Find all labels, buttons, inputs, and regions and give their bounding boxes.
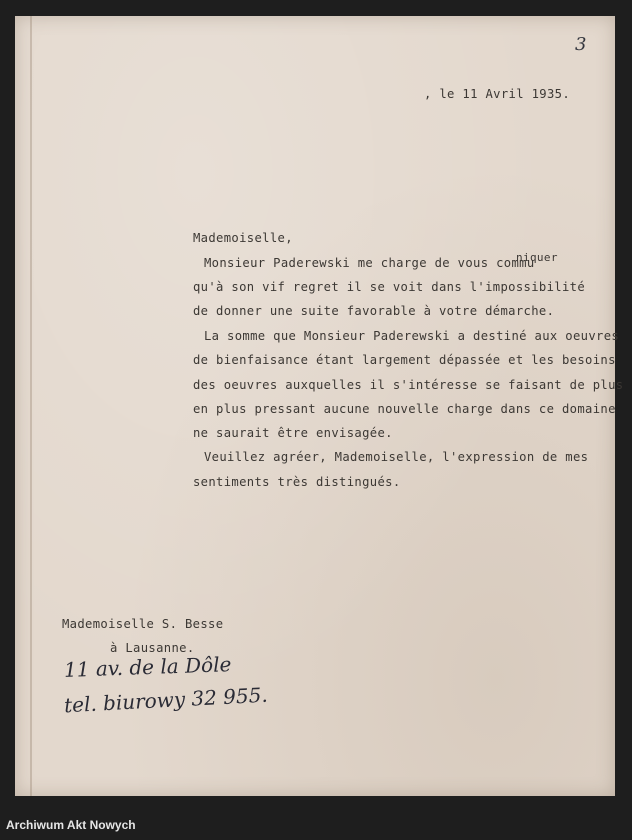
body-line-8: ne saurait être envisagée. bbox=[193, 426, 393, 440]
body-line-3: de donner une suite favorable à votre démarche. bbox=[193, 304, 555, 318]
body-line-9: Veuillez agréer, Mademoiselle, l'expression de mes bbox=[204, 450, 589, 464]
page-number: 3 bbox=[575, 34, 587, 55]
body-line-10: sentiments très distingués. bbox=[193, 475, 401, 489]
archive-name: Archiwum Akt Nowych bbox=[6, 818, 136, 832]
body-line-5: de bienfaisance étant largement dépassée et les besoins bbox=[193, 353, 616, 367]
letter-date: , le 11 Avril 1935. bbox=[424, 87, 571, 101]
body-line-4: La somme que Monsieur Paderewski a destiné aux oeuvres bbox=[204, 329, 620, 343]
body-line-7: en plus pressant aucune nouvelle charge dans ce domaine bbox=[193, 402, 616, 416]
body-line-1: Monsieur Paderewski me charge de vous commu bbox=[204, 256, 535, 270]
body-line-1-insert: niquer bbox=[516, 251, 558, 264]
recipient-name: Mademoiselle S. Besse bbox=[62, 617, 224, 631]
archive-footer bbox=[0, 808, 632, 840]
recipient-city: à Lausanne. bbox=[110, 641, 195, 655]
salutation: Mademoiselle, bbox=[193, 231, 293, 245]
handwritten-address: 11 av. de la Dôle bbox=[63, 652, 232, 682]
body-line-2: qu'à son vif regret il se voit dans l'impossibilité bbox=[193, 280, 586, 294]
page-fold-edge bbox=[30, 16, 32, 796]
body-line-6: des oeuvres auxquelles il s'intéresse se faisant de plus bbox=[193, 378, 624, 392]
handwritten-phone: tel. biurowy 32 955. bbox=[63, 682, 269, 718]
